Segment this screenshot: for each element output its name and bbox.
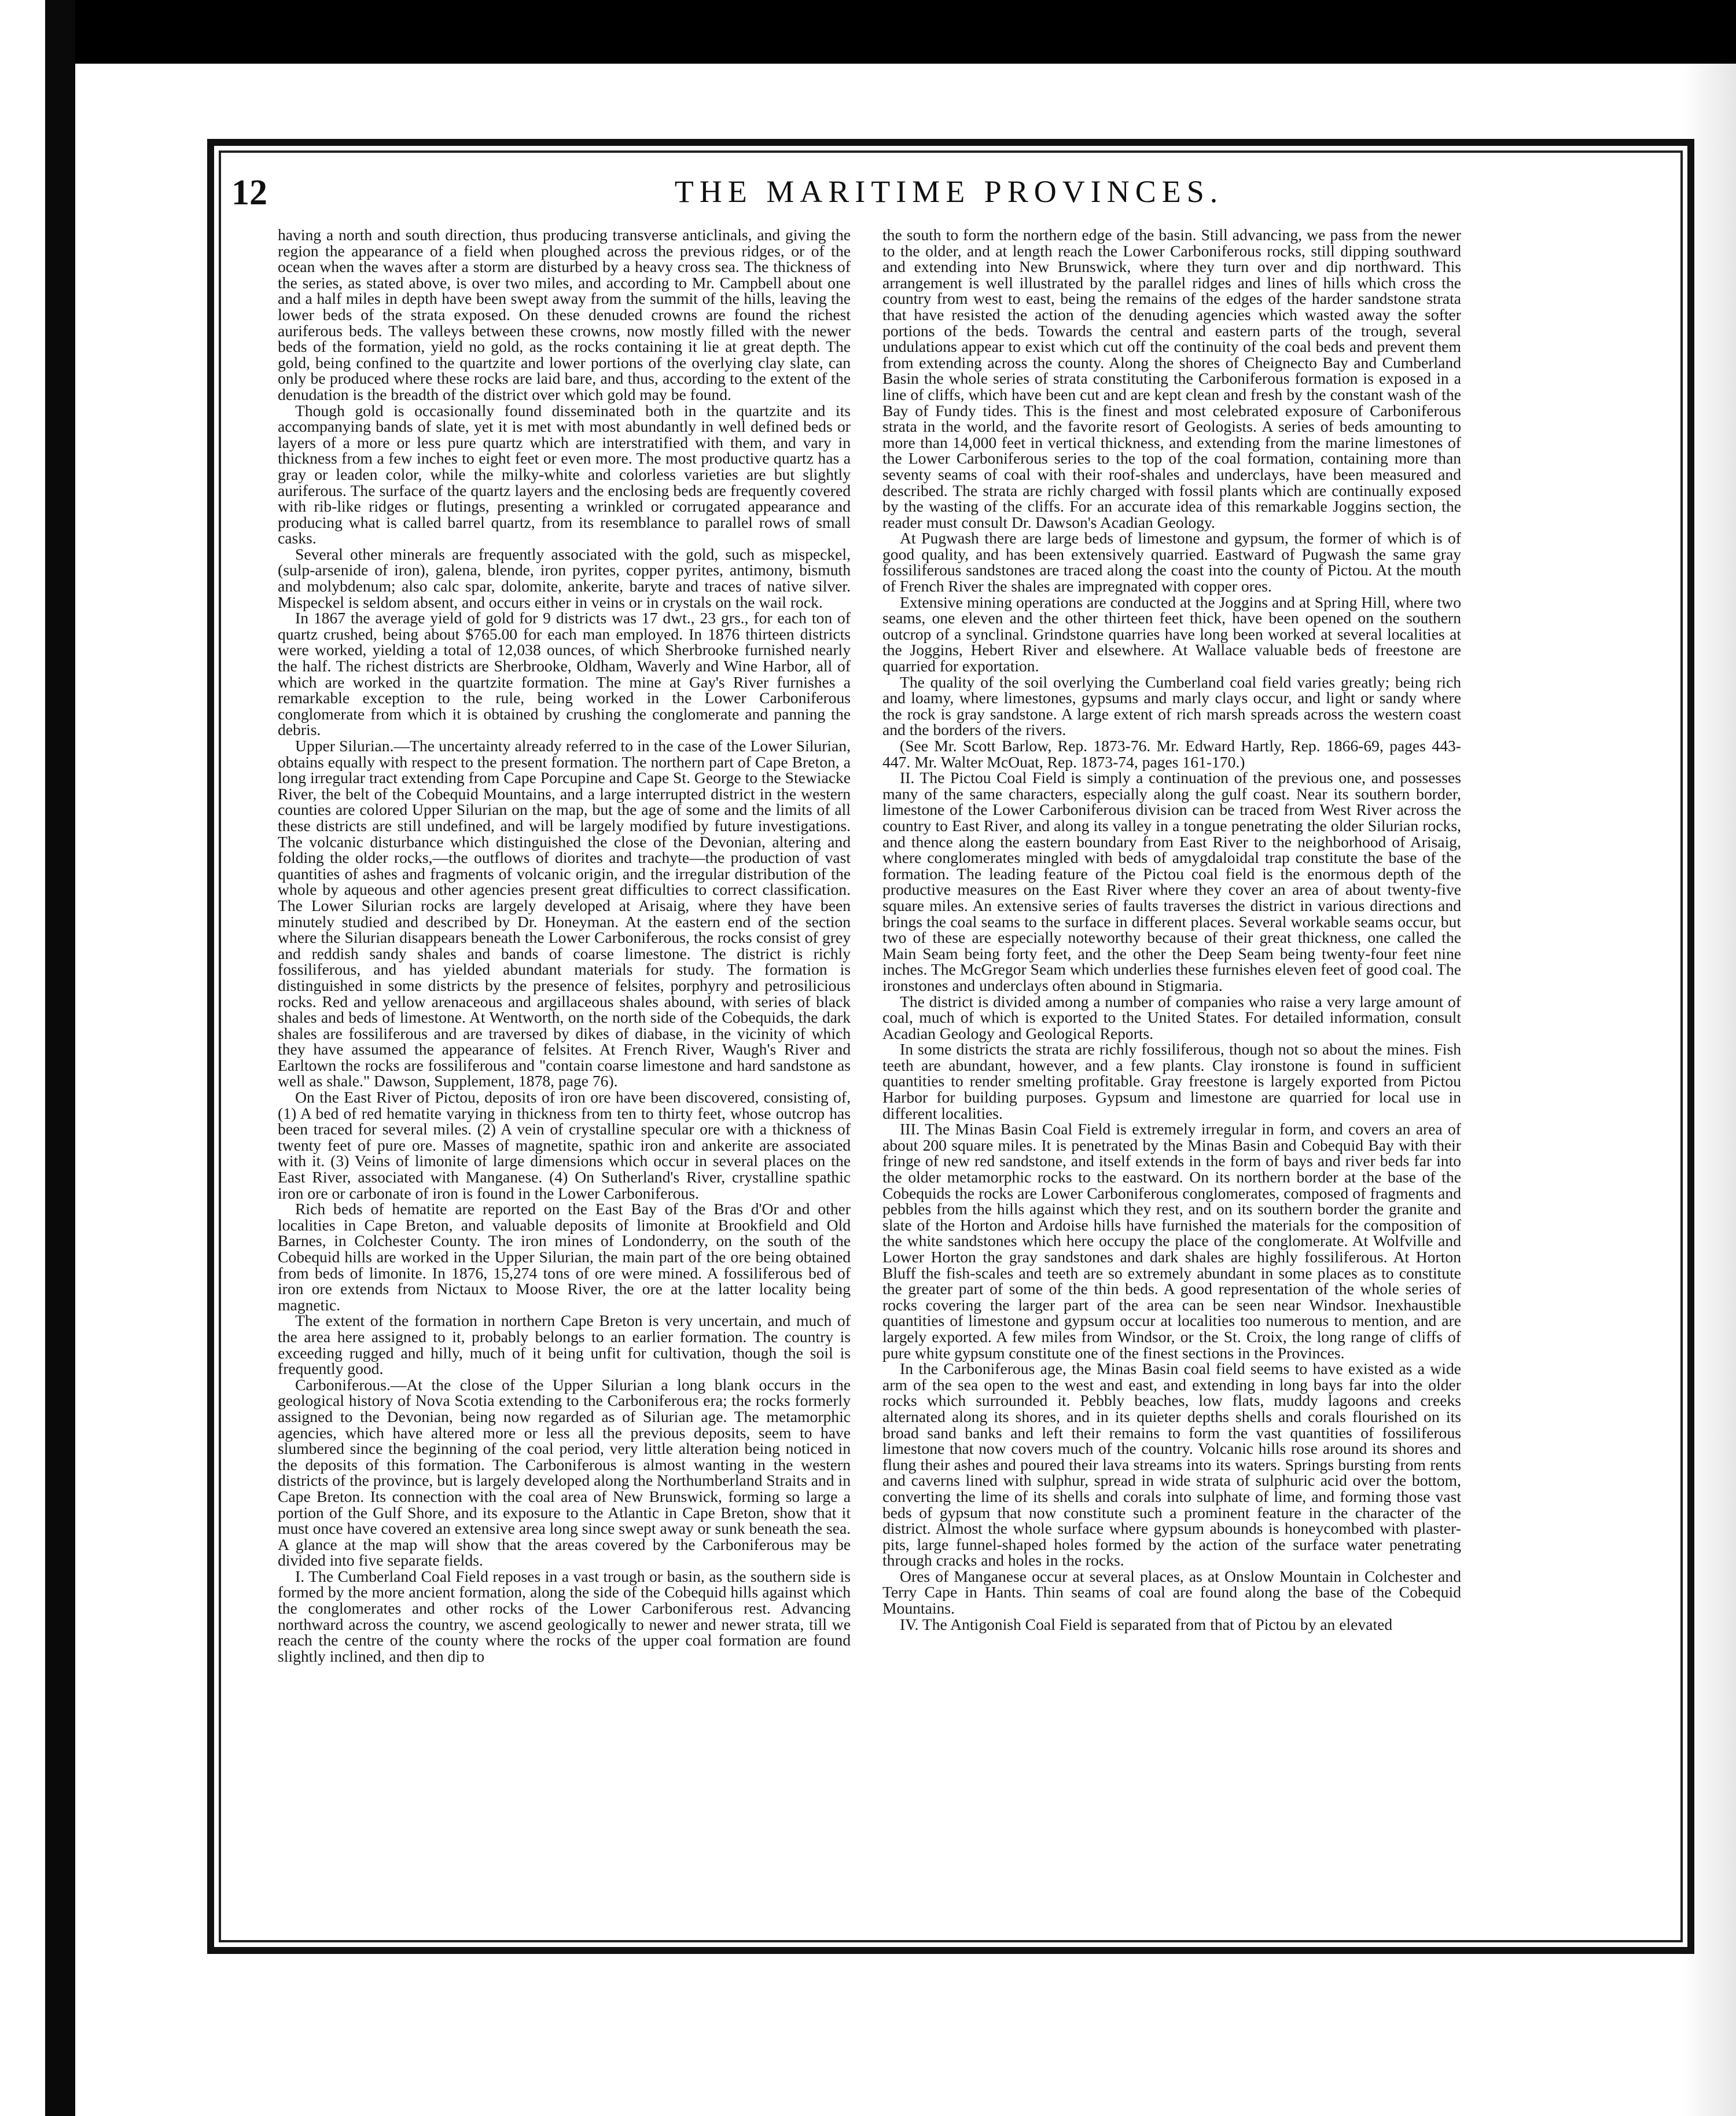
paragraph: Though gold is occasionally found disseminated both in the quartzite and its accompanying bands of slate, yet it is met with most abundantly in well defined beds or layers of a more or less pure quartz which are interstratified with them, and vary in thickness from a few inches to eight feet or even more. The most productive quartz has a gray or leaden color, while the milky-white and colorless varieties are but slightly auriferous. The surface of the quartz layers and the enclosing beds are frequently covered with rib-like ridges or flutings, presenting a wrinkled or corrugated appearance and producing what is called barrel quartz, from its resemblance to parallel rows of small casks. — [278, 401, 851, 548]
right-column — [882, 227, 1461, 1928]
page-gutter — [45, 0, 75, 2116]
paragraph: Carboniferous.—At the close of the Upper Silurian a long blank occurs in the geological history of Nova Scotia extending to the Carboniferous era; the rocks formerly assigned to the Devonian, being now regarded as of Silurian age. The metamorphic agencies, which have altered more or less all the previous deposits, seem to have slumbered since the beginning of the coal period, very little alteration being noticed in the deposits of this formation. The Carboniferous is almost wanting in the western districts of the province, but is largely developed along the Northumberland Straits and in Cape Breton. Its connection with the coal area of New Brunswick, forming so large a portion of the Gulf Shore, and its exposure to the Atlantic in Cape Breton, show that it must once have covered an extensive area long since swept away or sunk beneath the sea. A glance at the map will show that the areas covered by the Carboniferous may be divided into five separate fields. — [278, 1375, 851, 1570]
paragraph: Upper Silurian.—The uncertainty already referred to in the case of the Lower Silurian, obtains equally with respect to the present formation. The northern part of Cape Breton, a long irregular tract extending from Cape Porcupine and Cape St. George to the Stewiacke River, the belt of the Cobequid Mountains, and a large interrupted district in the western counties are colored Upper Silurian on the map, but the age of some and the limits of all these districts are still undefined, and will be largely modified by future investigations. The volcanic disturbance which distinguished the close of the Devonian, altering and folding the older rocks,—the outflows of diorites and trachyte—the production of vast quantities of ashes and fragments of volcanic origin, and the irregular distribution of the whole by aqueous and other agencies present great difficulties to correct classification. The Lower Silurian rocks are largely developed at Arisaig, where they have been minutely studied and described by Dr. Honeyman. At the eastern end of the section where the Silurian disappears beneath the Lower Carboniferous, the rocks consist of grey and reddish sandy shales and bands of coarse limestone. The district is richly fossiliferous, and has yielded abundant materials for study. The formation is distinguished in some districts by the presence of felsites, porphyry and petrosilicious rocks. Red and yellow arenaceous and argillaceous shales abound, with series of black shales and beds of limestone. At Wentworth, on the north side of the Cobequids, the dark shales are fossiliferous and are traversed by dikes of diabase, in the vicinity of which they have assumed the appearance of felsites. At French River, Waugh's River and Earltown the rocks are fossiliferous and "contain coarse limestone and hard sandstone as well as shale." Dawson, Supplement, 1878, page 76). — [278, 737, 851, 1090]
paragraph: I. The Cumberland Coal Field reposes in a vast trough or basin, as the southern side is formed by the more ancient formation, along the side of the Cobequid hills against which the conglomerates and other rocks of the Lower Carboniferous rest. Advancing northward across the country, we ascend geologically to newer and newer strata, till we reach the centre of the county where the rocks of the upper coal formation are found slightly inclined, and then dip to — [278, 1567, 851, 1665]
paragraph: III. The Minas Basin Coal Field is extremely irregular in form, and covers an area of about 200 square miles. It is penetrated by the Minas Basin and Cobequid Bay with their fringe of new red sandstone, and itself extends in the form of bays and river beds far into the older metamorphic rocks to the eastward. On its northern border at the base of the Cobequids the rocks are Lower Carboniferous conglomerates, composed of fragments and pebbles from the hills against which they rest, and on its southern border the granite and slate of the Horton and Ardoise hills have furnished the materials for the composition of the white sandstones which here occupy the place of the conglomerate. At Wolfville and Lower Horton the gray sandstones and dark shales are highly fossiliferous. At Horton Bluff the fish-scales and teeth are so extremely abundant in some places as to constitute the greater part of some of the thin beds. A good representation of the whole series of rocks covering the larger part of the area can be seen near Windsor. Inexhaustible quantities of limestone and gypsum occur at localities too numerous to mention, and are largely exported. A few miles from Windsor, or the St. Croix, the long range of cliffs of pure white gypsum constitute one of the finest sections in the Provinces. — [882, 1120, 1461, 1362]
paragraph: Extensive mining operations are conducted at the Joggins and at Spring Hill, where two seams, one eleven and the other thirteen feet thick, have been opened on the southern outcrop of a synclinal. Grindstone quarries have long been worked at several localities at the Joggins, Hebert River and elsewhere. At Wallace valuable beds of freestone are quarried for exportation. — [882, 593, 1461, 675]
paragraph: In the Carboniferous age, the Minas Basin coal field seems to have existed as a wide arm of the sea open to the west and east, and extending in long bays far into the older rocks which surrounded it. Pebbly beaches, low flats, muddy lagoons and creeks alternated along its shores, and in its quieter depths shells and corals flourished on its broad sand banks and left their remains to form the vast quantities of fossiliferous limestone that now covers much of the country. Volcanic hills rose around its shores and flung their ashes and poured their lava streams into its waters. Springs bursting from rents and caverns lined with sulphur, spread in wide strata of sulphuric acid over the bottom, converting the lime of its shells and corals into sulphate of lime, and forming those vast beds of gypsum that now constitute such a prominent feature in the character of the district. Almost the whole surface where gypsum abounds is honeycombed with plaster-pits, large funnel-shaped holes formed by the action of the surface water penetrating through cracks and holes in the rocks. — [882, 1360, 1461, 1570]
paragraph: At Pugwash there are large beds of limestone and gypsum, the former of which is of good quality, and has been extensively quarried. Eastward of Pugwash the same gray fossiliferous sandstones are traced along the coast into the county of Pictou. At the mouth of French River the shales are impregnated with copper ores. — [882, 529, 1461, 596]
paragraph: the south to form the northern edge of the basin. Still advancing, we pass from the newer to the older, and at length reach the Lower Carboniferous rocks, still dipping southward and extending into New Brunswick, where they turn over and dip northward. This arrangement is well illustrated by the parallel ridges and lines of hills which cross the country from west to east, being the remains of the edges of the harder sandstone strata that have resisted the action of the denuding agencies which wasted away the softer portions of the beds. Towards the central and eastern parts of the trough, several undulations appear to exist which cut off the continuity of the coal beds and prevent them from extending across the county. Along the shores of Cheignecto Bay and Cumberland Basin the whole series of strata constituting the Carboniferous formation is exposed in a line of cliffs, which have been cut and are kept clean and fresh by the constant wash of the Bay of Fundy tides. This is the finest and most celebrated exposure of Carboniferous strata in the world, and the favorite resort of Geologists. A series of beds amounting to more than 14,000 feet in vertical thickness, and extending from the marine limestones of the Lower Carboniferous series to the top of the coal formation, containing more than seventy seams of coal with their roof-shales and underclays, have been measured and described. The strata are richly charged with fossil plants which are continually exposed by the wasting of the cliffs. For an accurate idea of this remarkable Joggins section, the reader must consult Dr. Dawson's Acadian Geology. — [882, 227, 1461, 531]
paragraph: Several other minerals are frequently associated with the gold, such as mispeckel, (sulp-arsenide of iron), galena, blende, iron pyrites, copper pyrites, antimony, bismuth and molybdenum; also calc spar, dolomite, ankerite, baryte and traces of native silver. Mispeckel is seldom absent, and occurs either in veins or in crystals on the wail rock. — [278, 545, 851, 611]
paragraph: having a north and south direction, thus producing transverse anticlinals, and giving the region the appearance of a field when ploughed across the previous ridges, or of the ocean when the waves after a storm are disturbed by a heavy cross sea. The thickness of the series, as stated above, is over two miles, and according to Mr. Campbell about one and a half miles in depth have been swept away from the summit of the hills, leaving the lower beds of the strata exposed. On these denuded crowns are found the richest auriferous beds. The valleys between these crowns, now mostly filled with the newer beds of the formation, yield no gold, as the rocks containing it lie at great depth. The gold, being confined to the quartzite and lower portions of the overlying clay slate, can only be produced where these rocks are laid bare, and thus, according to the extent of the denudation is the breadth of the district over which gold may be found. — [278, 227, 851, 403]
page-header — [231, 168, 1667, 214]
paragraph: The quality of the soil overlying the Cumberland coal field varies greatly; being rich and loamy, where limestones, gypsums and marly clays occur, and light or sandy where the rock is gray sandstone. A large extent of rich marsh spreads across the western coast and the borders of the rivers. — [882, 673, 1461, 739]
paragraph: (See Mr. Scott Barlow, Rep. 1873-76. Mr. Edward Hartly, Rep. 1866-69, pages 443-447. Mr. Walter McOuat, Rep. 1873-74, pages 161-170.) — [882, 737, 1461, 771]
paragraph: Rich beds of hematite are reported on the East Bay of the Bras d'Or and other localities in Cape Breton, and valuable deposits of limonite at Brookfield and Old Barnes, in Colchester County. The iron mines of Londonderry, on the south of the Cobequid hills are worked in the Upper Silurian, the main part of the ore being obtained from beds of limonite. In 1876, 15,274 tons of ore were mined. A fossiliferous bed of iron ore extends from Nictaux to Moose River, the ore at the latter locality being magnetic. — [278, 1200, 851, 1314]
paragraph: On the East River of Pictou, deposits of iron ore have been discovered, consisting of, (1) A bed of red hematite varying in thickness from ten to thirty feet, whose outcrop has been traced for several miles. (2) A vein of crystalline specular ore with a thickness of twenty feet of pure ore. Masses of magnetite, spathic iron and ankerite are associated with it. (3) Veins of limonite of large dimensions which occur in several places on the East River, associated with Manganese. (4) On Sutherland's River, crystalline spathic iron ore or carbonate of iron is found in the Lower Carboniferous. — [278, 1088, 851, 1202]
left-column — [278, 227, 851, 1928]
paragraph: In 1867 the average yield of gold for 9 districts was 17 dwt., 23 grs., for each ton of quartz crushed, being about $765.00 for each man employed. In 1876 thirteen districts were worked, yielding a total of 12,038 ounces, of which Sherbrooke furnished nearly the half. The richest districts are Sherbrooke, Oldham, Waverly and Wine Harbor, all of which are worked in the quartzite formation. The mine at Gay's River furnishes a remarkable exception to the rule, being worked in the Lower Carboniferous conglomerate from which it is obtained by crushing the conglomerate and panning the debris. — [278, 609, 851, 739]
adjacent-page-edge — [0, 0, 45, 2116]
running-title: THE MARITIME PROVINCES. — [674, 174, 1224, 209]
paragraph: In some districts the strata are richly fossiliferous, though not so about the mines. Fish teeth are abundant, however, and a few plants. Clay ironstone is found in sufficient quantities to render smelting profitable. Gray freestone is largely exported from Pictou Harbor for building purposes. Gypsum and limestone are quarried for local use in different localities. — [882, 1040, 1461, 1122]
paragraph: Ores of Manganese occur at several places, as at Onslow Mountain in Colchester and Terry Cape in Hants. Thin seams of coal are found along the base of the Cobequid Mountains. — [882, 1567, 1461, 1618]
page-number: 12 — [231, 173, 267, 212]
paragraph: The extent of the formation in northern Cape Breton is very uncertain, and much of the area here assigned to it, probably belongs to an earlier formation. The country is exceeding rugged and hilly, much of it being unfit for cultivation, though the soil is frequently good. — [278, 1312, 851, 1378]
paragraph: IV. The Antigonish Coal Field is separated from that of Pictou by an elevated — [900, 1615, 1393, 1633]
paragraph: The district is divided among a number of companies who raise a very large amount of coal, much of which is exported to the United States. For detailed information, consult Acadian Geology and Geological Reports. — [882, 992, 1461, 1042]
paragraph: II. The Pictou Coal Field is simply a continuation of the previous one, and possesses many of the same characters, especially along the gulf coast. Near its southern border, limestone of the Lower Carboniferous division can be traced from West River across the country to East River, and along its valley in a tongue penetrating the older Silurian rocks, and thence along the eastern boundary from East River to the neighborhood of Arisaig, where conglomerates mingled with beds of amygdaloidal trap constitute the base of the formation. The leading feature of the Pictou coal field is the enormous depth of the productive measures on the East River where they cover an area of about twenty-five square miles. An extensive series of faults traverses the district in various directions and brings the coal seams to the surface in different places. Several workable seams occur, but two of these are especially noteworthy because of their great thickness, one called the Main Seam being forty feet, and the other the Deep Seam being twenty-four feet nine inches. The McGregor Seam which underlies these furnishes eleven feet of good coal. The ironstones and underclays often abound in Stigmaria. — [882, 769, 1461, 994]
